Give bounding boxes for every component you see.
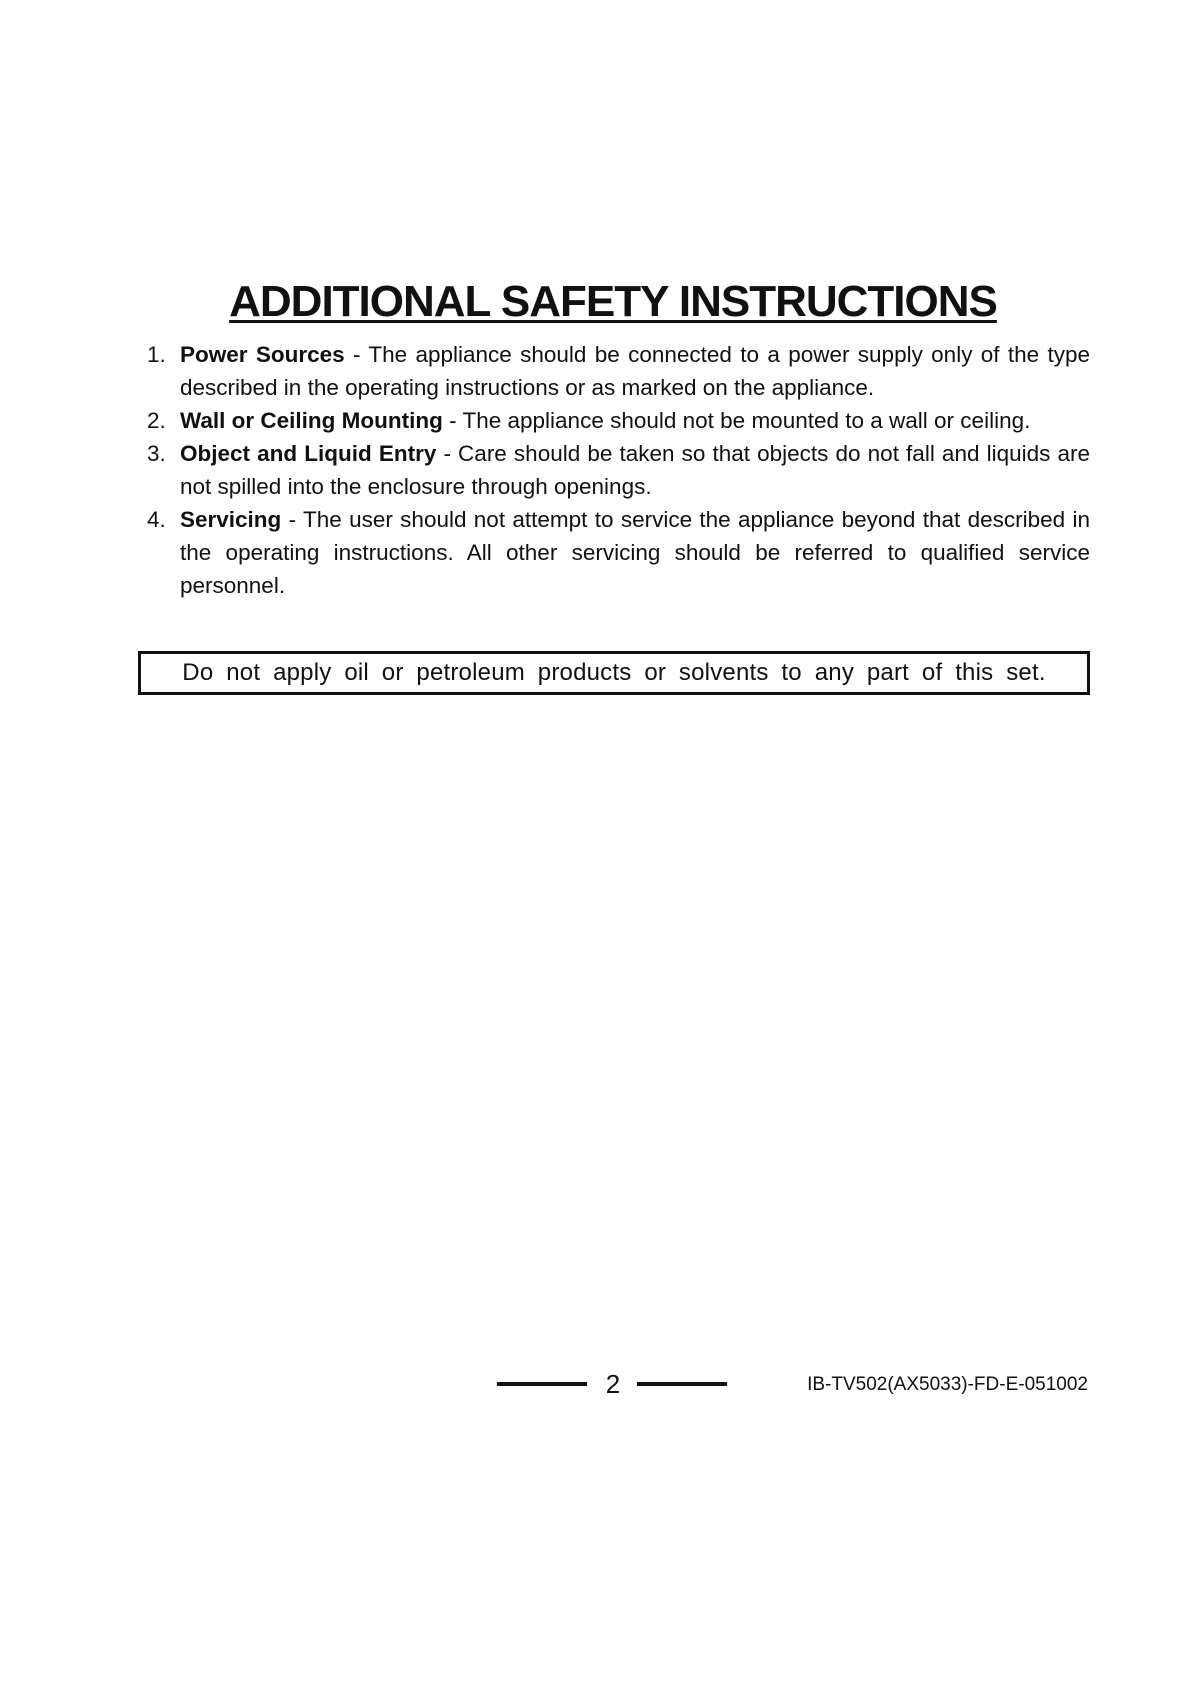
warning-text: Do not apply oil or petroleum products or solvents to any part of this set. — [182, 659, 1046, 686]
item-number: 3. — [147, 441, 166, 466]
footer-rule-right — [637, 1382, 727, 1386]
instruction-item-object-liquid-entry — [140, 437, 1090, 503]
instruction-item-wall-mounting — [140, 404, 1090, 437]
item-body — [180, 404, 1090, 437]
item-text: - The user should not attempt to service the appliance beyond that described in the operating instructions. All other servicing should be referred to qualified service personnel. — [180, 507, 1090, 598]
item-number: 2. — [147, 408, 166, 433]
page-title: ADDITIONAL SAFETY INSTRUCTIONS — [229, 277, 997, 326]
instruction-item-power-sources — [140, 338, 1090, 404]
item-text: - Care should be taken so that objects do not fall and liquids are not spilled into the enclosure through openings. — [180, 441, 1090, 499]
item-body — [180, 338, 1090, 404]
item-body — [180, 437, 1090, 503]
item-heading: Power Sources — [180, 342, 345, 367]
item-heading: Object and Liquid Entry — [180, 441, 437, 466]
item-text: - The appliance should not be mounted to a wall or ceiling. — [442, 408, 1031, 433]
page-number: 2 — [605, 1369, 621, 1399]
footer-rule-left — [497, 1382, 587, 1386]
item-number: 4. — [147, 507, 166, 532]
instruction-item-servicing — [140, 503, 1090, 602]
item-text: - The appliance should be connected to a power supply only of the type described in the operating instructions or as marked on the appliance. — [180, 342, 1090, 400]
instruction-list — [140, 338, 1090, 602]
warning-box — [138, 651, 1090, 695]
item-number: 1. — [147, 342, 166, 367]
item-heading: Servicing — [180, 507, 282, 532]
item-heading: Wall or Ceiling Mounting — [180, 408, 443, 433]
item-body — [180, 503, 1090, 602]
document-code: IB-TV502(AX5033)-FD-E-051002 — [807, 1374, 1088, 1395]
